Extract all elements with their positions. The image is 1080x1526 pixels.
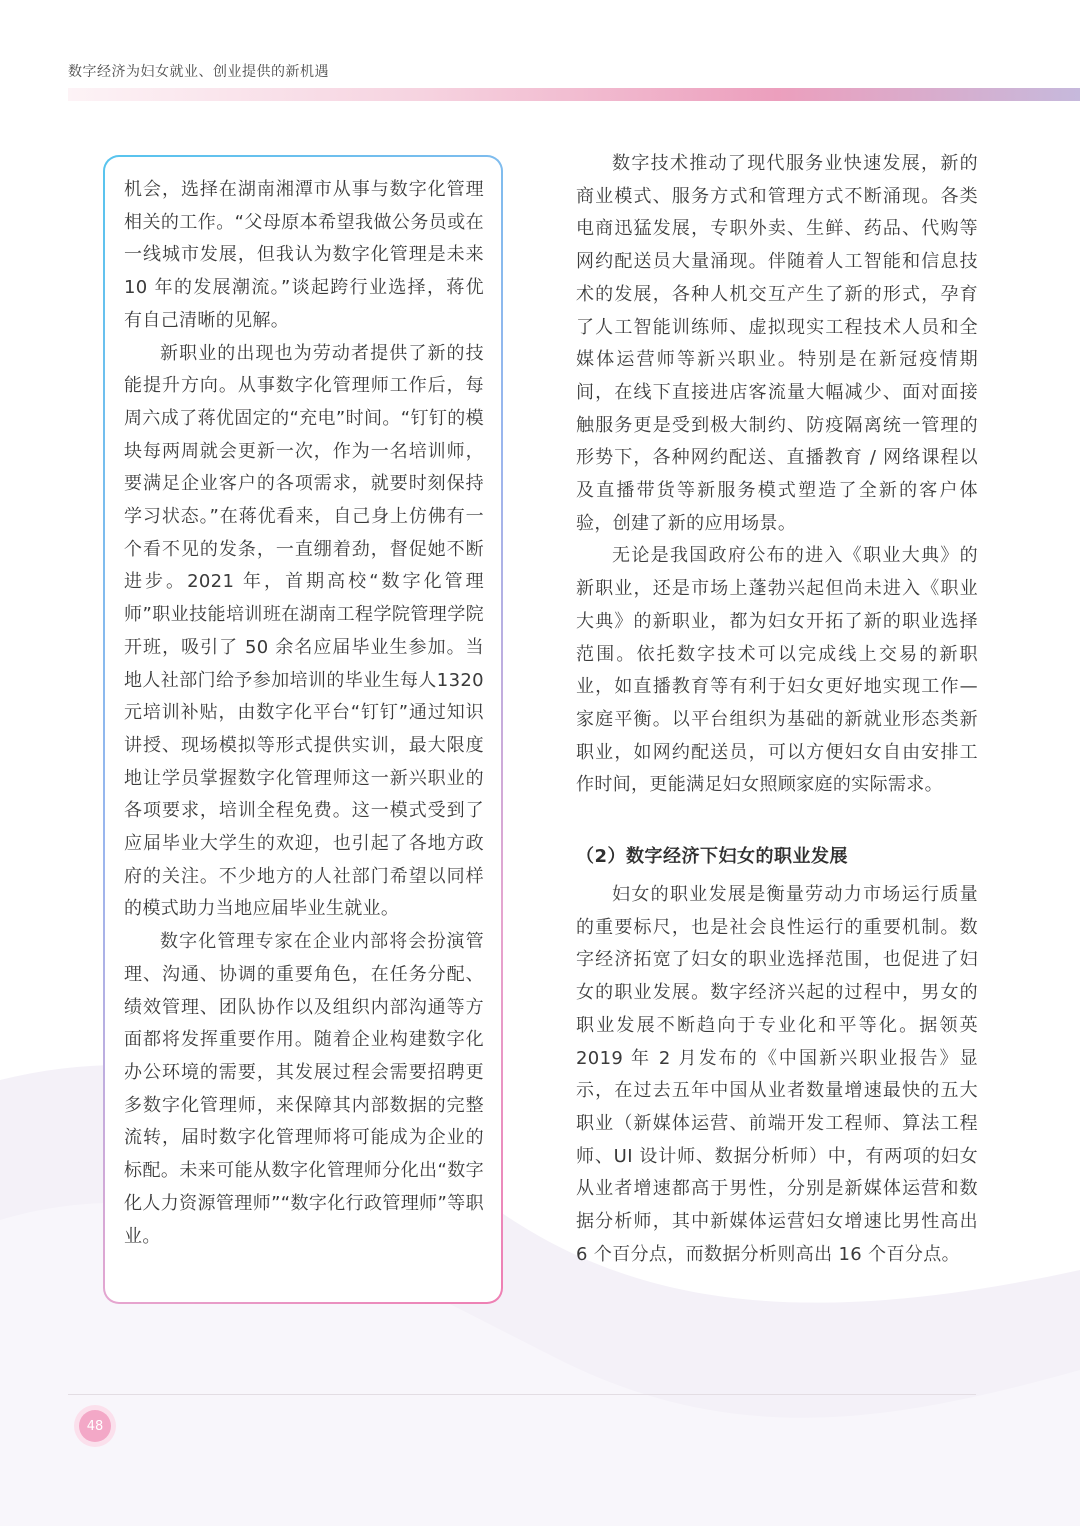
running-header-title: 数字经济为妇女就业、创业提供的新机遇 — [68, 64, 329, 80]
box-paragraph-2: 新职业的出现也为劳动者提供了新的技能提升方向。从事数字化管理师工作后，每周六成了蒋优固定的“充电”时间。“钉钉的模块每两周就会更新一次，作为一名培训师，要满足企业客户的各项需求，就要时刻保持学习状态。”在蒋优看来，自己身上仿佛有一个看不见的发条，一直绷着劲，督促她不断进步。2021 年，首期高校“数字化管理师”职业技能培训班在湖南工程学院管理学院开班，吸引了 50 余名应届毕业生参加。当地人社部门给予参加培训的毕业生每人1320元培训补贴，由数字化平台“钉钉”通过知识讲授、现场模拟等形式提供实训，最大限度地让学员掌握数字化管理师这一新兴职业的各项要求，培训全程免费。这一模式受到了应届毕业大学生的欢迎，也引起了各地方政府的关注。不少地方的人社部门希望以同样的模式助力当地应届毕业生就业。 — [124, 342, 484, 920]
main-text-column — [576, 148, 978, 1272]
box-paragraph-1: 机会，选择在湖南湘潭市从事与数字化管理相关的工作。“父母原本希望我做公务员或在一线城市发展，但我认为数字化管理是未来 10 年的发展潮流。”谈起跨行业选择，蒋优有自己清晰的见解。 — [124, 179, 484, 331]
body-paragraph-2: 无论是我国政府公布的进入《职业大典》的新职业，还是市场上蓬勃兴起但尚未进入《职业大典》的新职业，都为妇女开拓了新的职业选择范围。依托数字技术可以完成线上交易的新职业，如直播教育等有利于妇女更好地实现工作—家庭平衡。以平台组织为基础的新就业形态类新职业，如网约配送员，可以方便妇女自由安排工作时间，更能满足妇女照顾家庭的实际需求。 — [576, 545, 978, 796]
footer-divider — [68, 1394, 976, 1395]
box-paragraph-3: 数字化管理专家在企业内部将会扮演管理、沟通、协调的重要角色，在任务分配、绩效管理、团队协作以及组织内部沟通等方面都将发挥重要作用。随着企业构建数字化办公环境的需要，其发展过程会需要招聘更多数字化管理师，来保障其内部数据的完整流转，届时数字化管理师将可能成为企业的标配。未来可能从数字化管理师分化出“数字化人力资源管理师”“数字化行政管理师”等职业。 — [124, 931, 484, 1247]
case-story-text — [124, 174, 484, 1253]
section-heading: （2）数字经济下妇女的职业发展 — [576, 846, 849, 868]
body-paragraph-1: 数字技术推动了现代服务业快速发展，新的商业模式、服务方式和管理方式不断涌现。各类电商迅猛发展，专职外卖、生鲜、药品、代购等网约配送员大量涌现。伴随着人工智能和信息技术的发展，各种人机交互产生了新的形式，孕育了人工智能训练师、虚拟现实工程技术人员和全媒体运营师等新兴职业。特别是在新冠疫情期间，在线下直接进店客流量大幅减少、面对面接触服务更是受到极大制约、防疫隔离统一管理的形势下，各种网约配送、直播教育 / 网络课程以及直播带货等新服务模式塑造了全新的客户体验，创建了新的应用场景。 — [576, 153, 978, 534]
page-number-badge — [79, 1410, 111, 1442]
section-paragraph-1: 妇女的职业发展是衡量劳动力市场运行质量的重要标尺，也是社会良性运行的重要机制。数字经济拓宽了妇女的职业选择范围，也促进了妇女的职业发展。数字经济兴起的过程中，男女的职业发展不断趋向于专业化和平等化。据领英 2019 年 2 月发布的《中国新兴职业报告》显示，在过去五年中国从业者数量增速最快的五大职业（新媒体运营、前端开发工程师、算法工程师、UI 设计师、数据分析师）中，有两项的妇女从业者增速都高于男性，分别是新媒体运营和数据分析师，其中新媒体运营妇女增速比男性高出 6 个百分点，而数据分析则高出 16 个百分点。 — [576, 884, 978, 1265]
header-gradient-bar — [68, 88, 1080, 101]
page-number: 48 — [86, 1418, 104, 1434]
